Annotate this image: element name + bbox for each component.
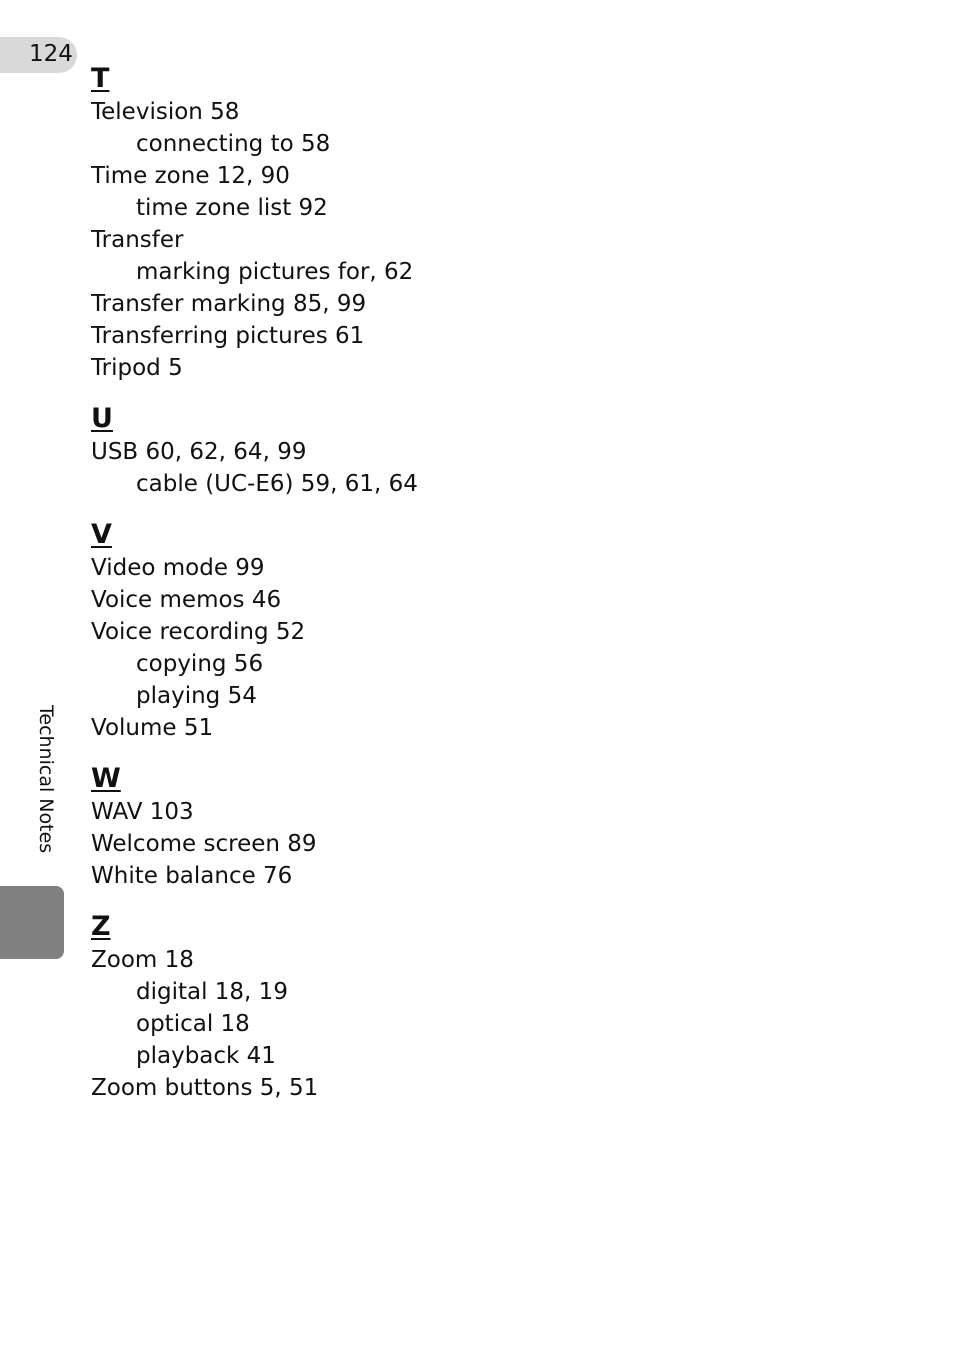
section-letter-heading: Z bbox=[91, 911, 111, 942]
index-entry: Video mode 99 bbox=[91, 555, 265, 581]
index-entry: Volume 51 bbox=[91, 715, 214, 741]
index-entry: Voice memos 46 bbox=[91, 587, 282, 613]
index-entry: Zoom buttons 5, 51 bbox=[91, 1075, 319, 1101]
section-letter-heading: V bbox=[91, 519, 112, 550]
index-entry: Transfer marking 85, 99 bbox=[91, 291, 367, 317]
section-letter-heading: U bbox=[91, 403, 113, 434]
index-list bbox=[91, 62, 611, 1122]
index-section-z bbox=[91, 910, 611, 1104]
index-section-t bbox=[91, 62, 611, 384]
index-subentry: playing 54 bbox=[136, 683, 257, 709]
section-side-label: Technical Notes bbox=[35, 705, 57, 854]
index-entry: Welcome screen 89 bbox=[91, 831, 317, 857]
index-entry: WAV 103 bbox=[91, 799, 194, 825]
section-thumb-tab bbox=[0, 886, 64, 959]
index-subentry: playback 41 bbox=[136, 1043, 276, 1069]
page-number: 124 bbox=[29, 41, 73, 67]
index-subentry: connecting to 58 bbox=[136, 131, 331, 157]
index-entry: Tripod 5 bbox=[91, 355, 183, 381]
index-entry: Time zone 12, 90 bbox=[91, 163, 290, 189]
index-section-u bbox=[91, 402, 611, 500]
index-section-v bbox=[91, 518, 611, 744]
index-entry: Transferring pictures 61 bbox=[91, 323, 365, 349]
index-subentry: marking pictures for, 62 bbox=[136, 259, 414, 285]
index-entry: Voice recording 52 bbox=[91, 619, 306, 645]
index-subentry: time zone list 92 bbox=[136, 195, 328, 221]
index-section-w bbox=[91, 762, 611, 892]
index-subentry: optical 18 bbox=[136, 1011, 250, 1037]
index-entry: Television 58 bbox=[91, 99, 240, 125]
index-subentry: digital 18, 19 bbox=[136, 979, 288, 1005]
index-entry: White balance 76 bbox=[91, 863, 293, 889]
index-entry: USB 60, 62, 64, 99 bbox=[91, 439, 307, 465]
index-entry: Zoom 18 bbox=[91, 947, 194, 973]
section-letter-heading: W bbox=[91, 763, 121, 794]
index-entry: Transfer bbox=[91, 227, 184, 253]
index-subentry: cable (UC-E6) 59, 61, 64 bbox=[136, 471, 418, 497]
section-letter-heading: T bbox=[91, 63, 110, 94]
index-subentry: copying 56 bbox=[136, 651, 264, 677]
